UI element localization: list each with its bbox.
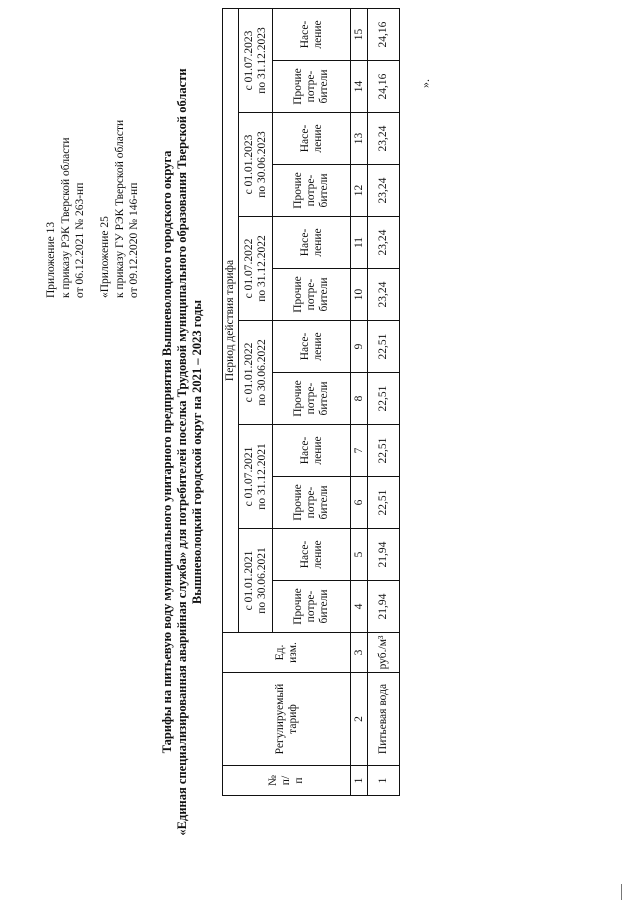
- subheader-population: Насе- ление: [273, 321, 351, 373]
- appendix-previous-block: [98, 120, 142, 298]
- appendix-current-line3: от 06.12.2021 № 263-нп: [74, 182, 86, 298]
- header-tariff: Регулируемый тариф: [223, 673, 351, 766]
- row-name: Питьевая вода: [368, 673, 400, 766]
- appendix-current-block: [44, 138, 88, 299]
- subheader-other: Прочие потре- бители: [273, 373, 351, 425]
- column-number: 12: [351, 165, 368, 217]
- subheader-population: Насе- ление: [273, 9, 351, 61]
- period-3: с 01.01.2022 по 30.06.2022: [239, 321, 273, 425]
- column-number: 3: [351, 633, 368, 673]
- column-number: 6: [351, 477, 368, 529]
- tariff-value: 21,94: [368, 529, 400, 581]
- column-number: 9: [351, 321, 368, 373]
- column-number: 11: [351, 217, 368, 269]
- column-number: 13: [351, 113, 368, 165]
- appendix-previous-line2: к приказу ГУ РЭК Тверской области: [113, 119, 126, 298]
- subheader-other: Прочие потре- бители: [273, 165, 351, 217]
- subheader-other: Прочие потре- бители: [273, 269, 351, 321]
- header-unit: Ед. изм.: [223, 633, 351, 673]
- column-number: 4: [351, 581, 368, 633]
- tariff-value: 22,51: [368, 477, 400, 529]
- scan-edge-mark: [621, 884, 622, 900]
- subheader-population: Насе- ление: [273, 217, 351, 269]
- closing-quote: ».: [418, 79, 432, 88]
- document-title: [160, 0, 205, 904]
- table-row: [368, 9, 400, 796]
- column-number: 1: [351, 766, 368, 796]
- tariff-value: 23,24: [368, 113, 400, 165]
- tariff-value: 22,51: [368, 425, 400, 477]
- tariff-value: 24,16: [368, 61, 400, 113]
- subheader-population: Насе- ление: [273, 529, 351, 581]
- period-1: с 01.01.2021 по 30.06.2021: [239, 529, 273, 633]
- subheader-other: Прочие потре- бители: [273, 61, 351, 113]
- tariff-value: 22,51: [368, 373, 400, 425]
- appendix-previous-line3: от 09.12.2020 № 146-нп: [128, 182, 140, 298]
- period-header-row: [223, 9, 239, 796]
- tariff-table: [222, 8, 400, 796]
- header-period: Период действия тарифа: [223, 9, 239, 633]
- tariff-value: 23,24: [368, 217, 400, 269]
- appendix-current-line2: к приказу РЭК Тверской области: [59, 137, 72, 298]
- subheader-other: Прочие потре- бители: [273, 581, 351, 633]
- tariff-value: 24,16: [368, 9, 400, 61]
- title-line1: Тарифы на питьевую воду муниципального унитарного предприятия Вышневолоцкого городского округа: [160, 150, 174, 754]
- subheader-other: Прочие потре- бители: [273, 477, 351, 529]
- column-number: 15: [351, 9, 368, 61]
- column-number: 7: [351, 425, 368, 477]
- column-number: 14: [351, 61, 368, 113]
- appendix-current-line1: Приложение 13: [45, 221, 57, 298]
- period-6: с 01.07.2023 по 31.12.2023: [239, 9, 273, 113]
- period-2: с 01.07.2021 по 31.12.2021: [239, 425, 273, 529]
- header-number: № п/ п: [223, 766, 351, 796]
- column-number: 10: [351, 269, 368, 321]
- row-unit: руб./м³: [368, 633, 400, 673]
- period-5: с 01.01.2023 по 30.06.2023: [239, 113, 273, 217]
- appendix-previous-line1: «Приложение 25: [99, 216, 111, 298]
- title-line3: Вышневолоцкий городской округ на 2021 – 2023 годы: [190, 299, 204, 605]
- column-number: 2: [351, 673, 368, 766]
- subheader-population: Насе- ление: [273, 113, 351, 165]
- tariff-value: 22,51: [368, 321, 400, 373]
- column-number: 5: [351, 529, 368, 581]
- column-number: 8: [351, 373, 368, 425]
- title-line2: «Единая специализированная аварийная служба» для потребителей поселка Трудовой муниципального образования Тверской области: [175, 68, 189, 836]
- column-number-row: [351, 9, 368, 796]
- row-number: 1: [368, 766, 400, 796]
- tariff-value: 23,24: [368, 165, 400, 217]
- subheader-population: Насе- ление: [273, 425, 351, 477]
- tariff-value: 21,94: [368, 581, 400, 633]
- tariff-value: 23,24: [368, 269, 400, 321]
- period-4: с 01.07.2022 по 31.12.2022: [239, 217, 273, 321]
